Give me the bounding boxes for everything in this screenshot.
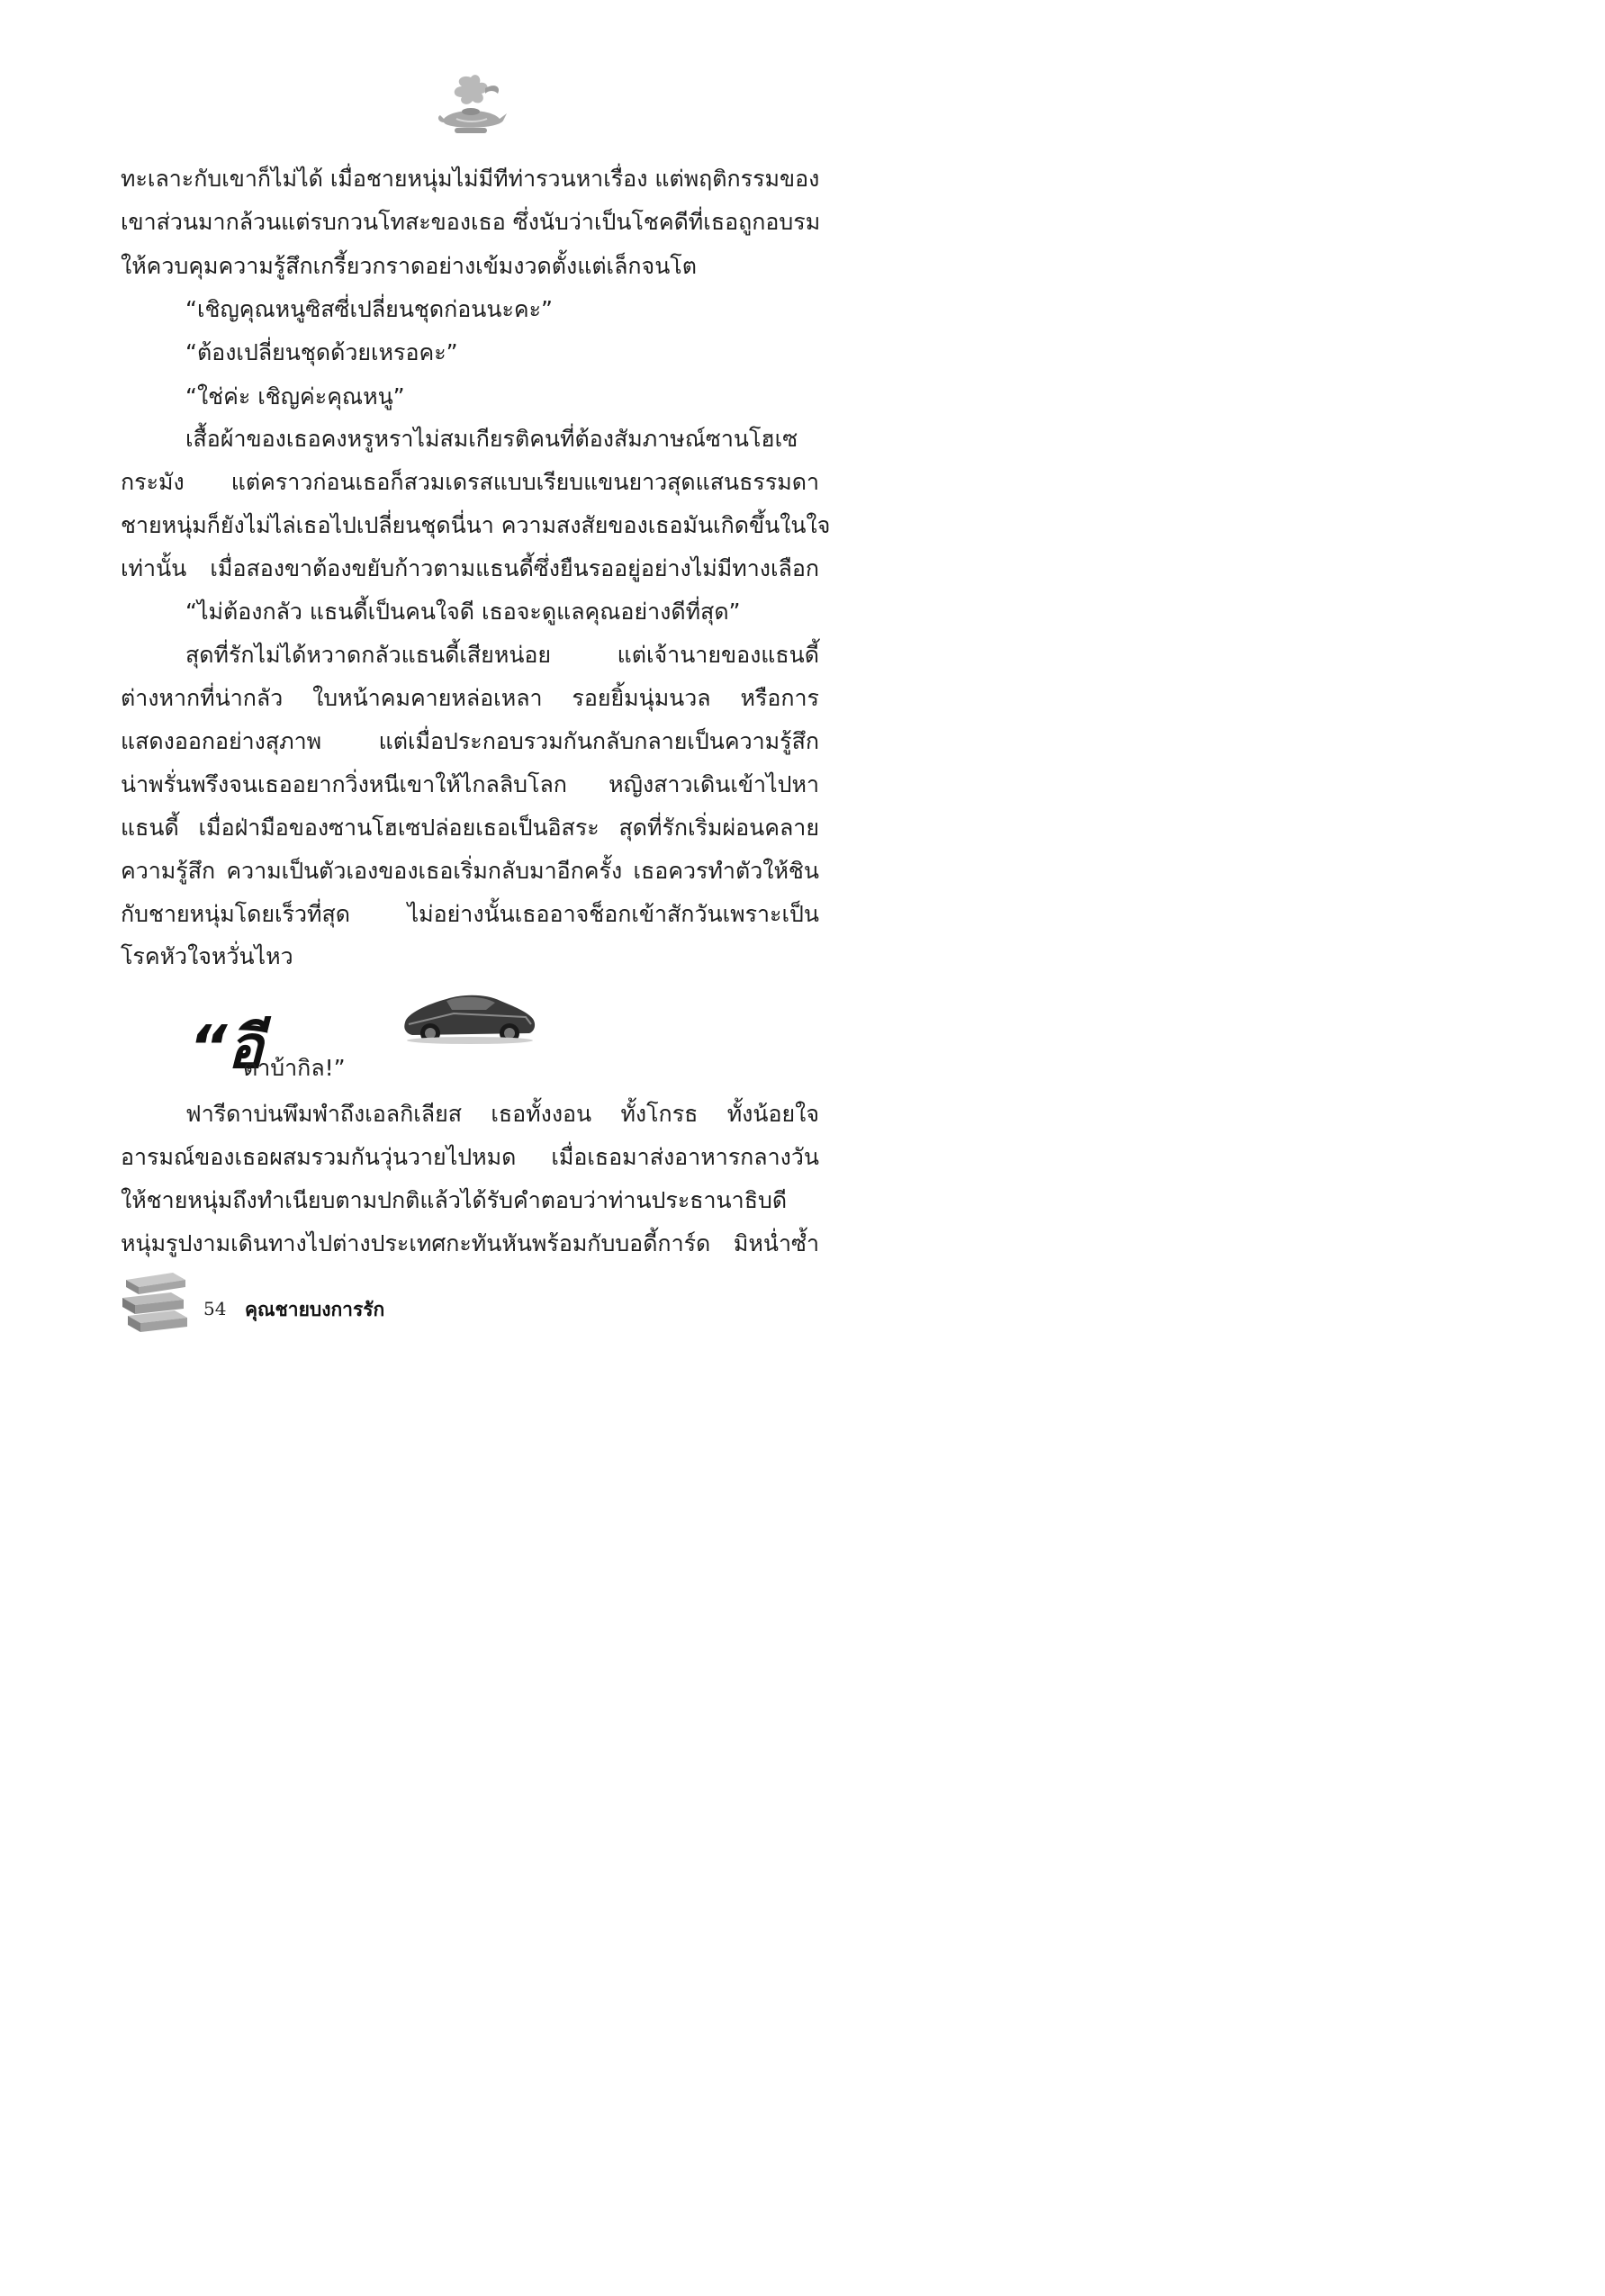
body-line: น่าพรั่นพรึงจนเธออยากวิ่งหนีเขาให้ไกลลิบโลก หญิงสาวเดินเข้าไปหา xyxy=(121,771,819,797)
dialogue-line: “ไม่ต้องกลัว แธนดี้เป็นคนใจดี เธอจะดูแลคุณอย่างดีที่สุด” xyxy=(185,599,741,625)
dialogue-line: “ใช่ค่ะ เชิญค่ะคุณหนู” xyxy=(185,383,405,410)
sports-car-icon xyxy=(400,983,538,1046)
body-line: อารมณ์ของเธอผสมรวมกันวุ่นวายไปหมด เมื่อเธอมาส่งอาหารกลางวัน xyxy=(121,1144,819,1170)
body-line: ให้ชายหนุ่มถึงทำเนียบตามปกติแล้วได้รับคำตอบว่าท่านประธานาธิบดี xyxy=(121,1187,788,1213)
page-number: 54 xyxy=(203,1298,227,1319)
book-page xyxy=(0,0,992,1411)
body-line: เท่านั้น เมื่อสองขาต้องขยับก้าวตามแธนดี้ซึ่งยืนรออยู่อย่างไม่มีทางเลือก xyxy=(121,555,819,581)
body-line: ชายหนุ่มก็ยังไม่ไล่เธอไปเปลี่ยนชุดนี่นา ความสงสัยของเธอมันเกิดขึ้นในใจ xyxy=(121,512,831,538)
dialogue-line: “เชิญคุณหนูซิสซี่เปลี่ยนชุดก่อนนะคะ” xyxy=(185,296,553,322)
body-line: กับชายหนุ่มโดยเร็วที่สุด ไม่อย่างนั้นเธออาจช็อกเข้าสักวันเพราะเป็น xyxy=(121,901,819,927)
dialogue-line: “ต้องเปลี่ยนชุดด้วยเหรอคะ” xyxy=(185,339,458,365)
body-line: โรคหัวใจหวั่นไหว xyxy=(121,943,293,969)
body-line: แธนดี้ เมื่อฝ่ามือของซานโฮเซปล่อยเธอเป็นอิสระ สุดที่รักเริ่มผ่อนคลาย xyxy=(121,815,819,841)
book-stack-icon xyxy=(119,1267,191,1337)
book-title: คุณชายบงการรัก xyxy=(245,1299,385,1320)
body-line: หนุ่มรูปงามเดินทางไปต่างประเทศกะทันหันพร้อมกับบอดี้การ์ด มิหน่ำซ้ำ xyxy=(121,1230,819,1256)
body-line: เสื้อผ้าของเธอคงหรูหราไม่สมเกียรติคนที่ต้องสัมภาษณ์ซานโฮเซ xyxy=(185,426,798,452)
body-line: แสดงออกอย่างสุภาพ แต่เมื่อประกอบรวมกันกลับกลายเป็นความรู้สึก xyxy=(121,728,819,754)
body-line: กระมัง แต่คราวก่อนเธอก็สวมเดรสแบบเรียบแขนยาวสุดแสนธรรมดา xyxy=(121,469,819,495)
body-line: ให้ควบคุมความรู้สึกเกรี้ยวกราดอย่างเข้มงวดตั้งแต่เล็กจนโต xyxy=(121,253,697,279)
body-line: ทะเลาะกับเขาก็ไม่ได้ เมื่อชายหนุ่มไม่มีทีท่ารวนหาเรื่อง แต่พฤติกรรมของ xyxy=(121,166,820,192)
magic-lamp-icon xyxy=(435,70,509,142)
drop-cap-quote: “อี xyxy=(189,1013,264,1082)
body-line: ต่างหากที่น่ากลัว ใบหน้าคมคายหล่อเหลา รอยยิ้มนุ่มนวล หรือการ xyxy=(121,685,819,711)
body-line: เขาส่วนมากล้วนแต่รบกวนโทสะของเธอ ซึ่งนับว่าเป็นโชคดีที่เธอถูกอบรม xyxy=(121,209,821,235)
body-line: สุดที่รักไม่ได้หวาดกลัวแธนดี้เสียหน่อย แต่เจ้านายของแธนดี้ xyxy=(185,642,819,668)
body-line: ความรู้สึก ความเป็นตัวเองของเธอเริ่มกลับมาอีกครั้ง เธอควรทำตัวให้ชิน xyxy=(121,858,819,884)
drop-cap-rest: ตาบ้ากิล!” xyxy=(243,1055,346,1081)
body-line: ฟารีดาบ่นพึมพำถึงเอลกิเลียส เธอทั้งงอน ทั้งโกรธ ทั้งน้อยใจ xyxy=(185,1101,819,1127)
